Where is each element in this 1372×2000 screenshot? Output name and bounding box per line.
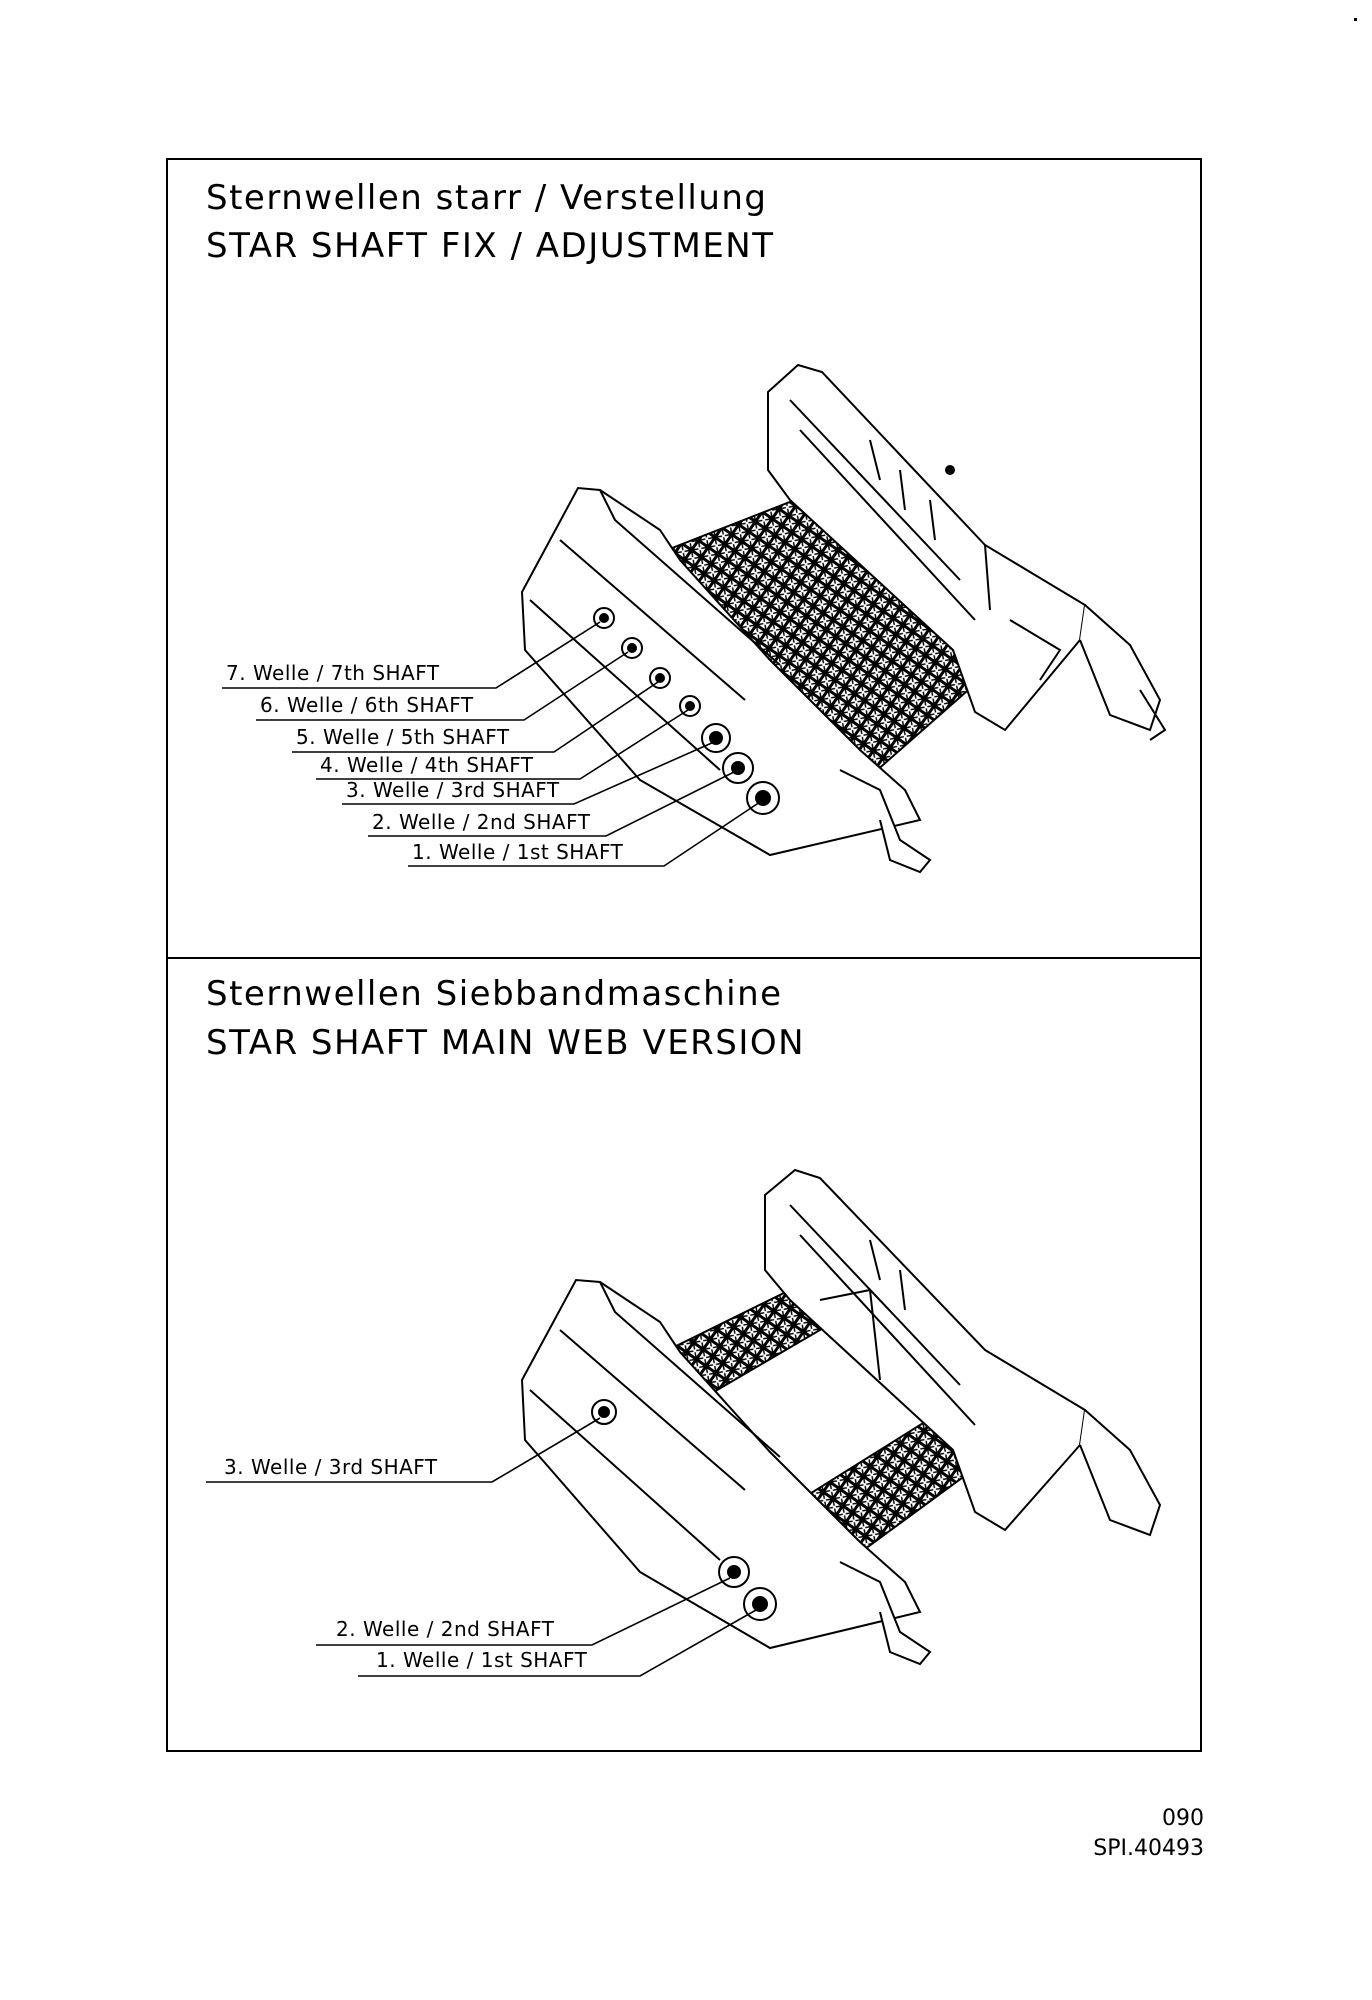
label-shaft-1: 1. Welle / 1st SHAFT — [412, 840, 624, 864]
label-shaft-2: 2. Welle / 2nd SHAFT — [372, 810, 591, 834]
section1-title-en: STAR SHAFT FIX / ADJUSTMENT — [206, 226, 775, 266]
machine-drawing-web — [206, 1170, 1160, 1676]
label-shaft-7: 7. Welle / 7th SHAFT — [226, 661, 440, 685]
label-shaft-5: 5. Welle / 5th SHAFT — [296, 725, 510, 749]
label-shaft-3: 3. Welle / 3rd SHAFT — [346, 778, 560, 802]
page-number: 090 — [1162, 1806, 1204, 1831]
label-web-shaft-1: 1. Welle / 1st SHAFT — [376, 1648, 588, 1672]
document-code: SPI.40493 — [1093, 1836, 1204, 1861]
label-web-shaft-3: 3. Welle / 3rd SHAFT — [224, 1455, 438, 1479]
label-shaft-6: 6. Welle / 6th SHAFT — [260, 693, 474, 717]
machine-drawing-fix — [222, 365, 1165, 872]
label-web-shaft-2: 2. Welle / 2nd SHAFT — [336, 1617, 555, 1641]
label-shaft-4: 4. Welle / 4th SHAFT — [320, 753, 534, 777]
section2-title-en: STAR SHAFT MAIN WEB VERSION — [206, 1023, 806, 1063]
section1-title-de: Sternwellen starr / Verstellung — [206, 178, 768, 218]
section2-title-de: Sternwellen Siebbandmaschine — [206, 974, 783, 1014]
